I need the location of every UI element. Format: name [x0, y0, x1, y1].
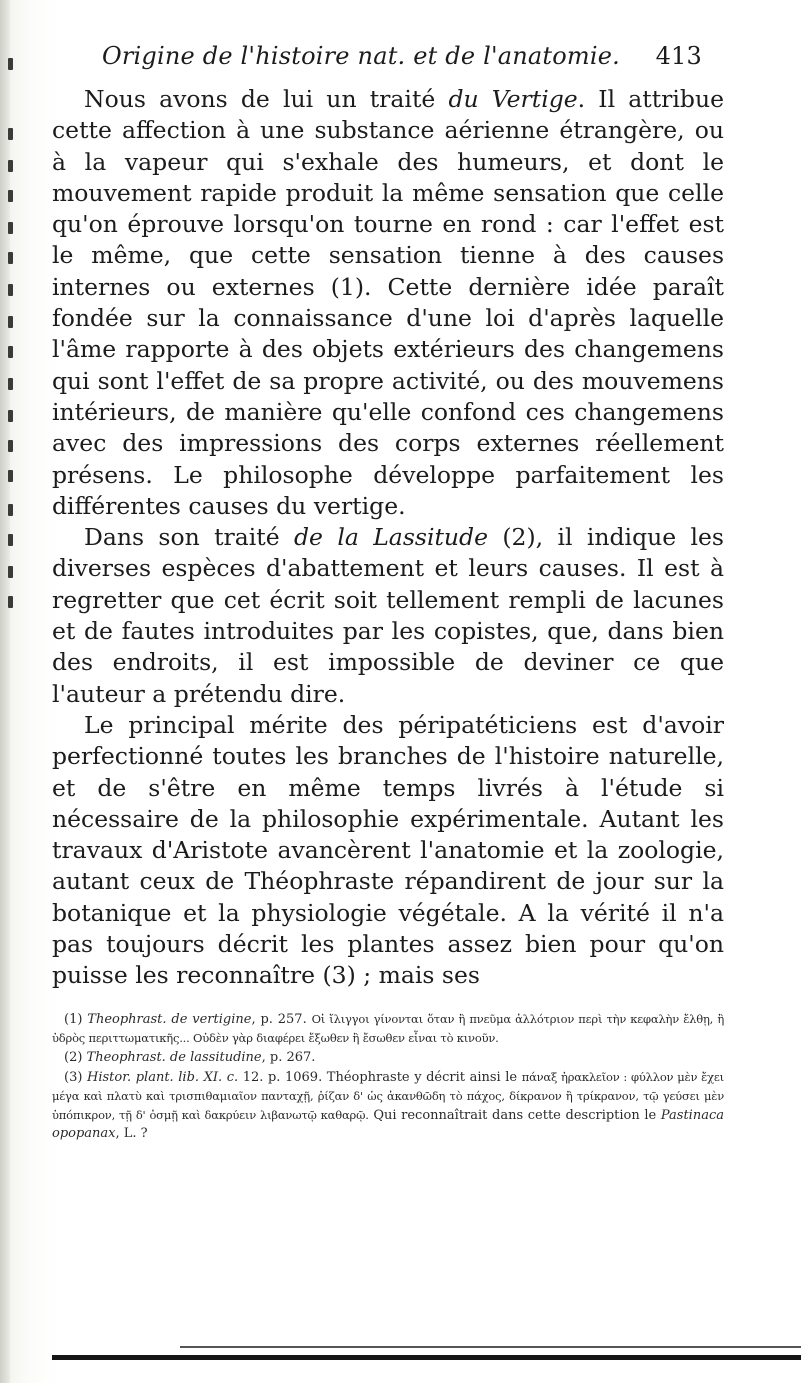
page-bottom-shadow: [180, 1346, 801, 1348]
footnote-1: (1) Theophrast. de vertigine, p. 257. Οἱ ἴλιγγοι γίνονται ὅταν ἢ πνεῦμα ἀλλότριον περὶ τὴν κεφαλὴν ἔλθῃ, ἢ ὑδρὸς περιττωματικῆς... Οὐδὲν γὰρ διαφέρει ἔξωθεν ἢ ἔσωθεν εἶναι τὸ κινοῦν.: [52, 1012, 725, 1045]
paragraph-vertige: Nous avons de lui un traité du Vertige. Il attribue cette affection à une substance aérienne étrangère, ou à la vapeur qui s'exhale des humeurs, et dont le mouvement rapide produit la même sensation que celle qu'on éprouve lorsqu'on tourne en rond : car l'effet est le même, que cette sensation tienne à des causes internes ou externes (1). Cette dernière idée paraît fondée sur la connaissance d'une loi d'après laquelle l'âme rapporte à des objets extérieurs des changemens qui sont l'effet de sa propre activité, ou des mouvemens intérieurs, de manière qu'elle confond ces changemens avec des impressions des corps externes réellement présens. Le philosophe développe parfaitement les différentes causes du vertige.: [52, 85, 724, 520]
footnote-3: (3) Histor. plant. lib. XI. c. 12. p. 1069. Théophraste y décrit ainsi le πάναξ ἡρακλεῖον : φύλλον μὲν ἔχει μέγα καὶ πλατὺ καὶ τρισπιθαμιαῖον πανταχῇ, ῥίζαν δ' ὡς ἀκανθῶδη τὸ πάχος, δίκρανον ἢ τρίκρανον, τῷ γεύσει μὲν ὑπόπικρον, τῇ δ' ὀσμῇ καὶ δακρύειν λιβανωτῷ καθαρῷ. Qui reconnaîtrait dans cette description le Pastinaca opopanax, L. ?: [52, 1070, 724, 1141]
work-title-vertige: du Vertige: [448, 85, 578, 113]
footnote-2: (2) Theophrast. de lassitudine, p. 267.: [64, 1050, 316, 1065]
paragraph-peripateticiens: Le principal mérite des péripatéticiens est d'avoir perfectionné toutes les branches de l'histoire naturelle, et de s'être en même temps livrés à l'étude si nécessaire de la philosophie expérimentale. Autant les travaux d'Aristote avancèrent l'anatomie et la zoologie, autant ceux de Théophraste répandirent de jour sur la botanique et la physiologie végétale. A la vérité il n'a pas toujours décrit les plantes assez bien pour qu'on puisse les reconnaître (3) ; mais ses: [52, 710, 724, 990]
greek-quote-3: πάναξ ἡρακλεῖον : φύλλον μὲν ἔχει μέγα καὶ πλατὺ καὶ τρισπιθαμιαῖον πανταχῇ, ῥίζαν δ' ὡς ἀκανθῶδη τὸ πάχος, δίκρανον ἢ τρίκρανον, τῷ γεύσει μὲν ὑπόπικρον, τῇ δ' ὀσμῇ καὶ δακρύειν λιβανωτῷ καθαρῷ.: [52, 1070, 724, 1122]
greek-quote-1: Οἱ ἴλιγγοι γίνονται ὅταν ἢ πνεῦμα ἀλλότριον περὶ τὴν κεφαλὴν ἔλθῃ, ἢ ὑδρὸς περιττωματικῆς... Οὐδὲν γὰρ διαφέρει ἔξωθεν ἢ ἔσωθεν εἶναι τὸ κινοῦν.: [52, 1012, 725, 1045]
paragraph-lassitude: Dans son traité de la Lassitude (2), il indique les diverses espèces d'abattement et leurs causes. Il est à regretter que cet écrit soit tellement rempli de lacunes et de fautes introduites par les copistes, que, dans bien des endroits, il est impossible de deviner ce que l'auteur a prétendu dire.: [52, 523, 724, 708]
page-bottom-edge: [52, 1355, 801, 1360]
running-header: [102, 42, 702, 86]
work-title-lassitude: de la Lassitude: [294, 523, 488, 552]
gutter-marks: [0, 0, 24, 1383]
footnotes: [52, 1010, 724, 1144]
main-text: [52, 84, 724, 992]
page-number: 413: [655, 42, 702, 70]
running-title: Origine de l'histoire nat. et de l'anatomie.: [102, 42, 620, 70]
